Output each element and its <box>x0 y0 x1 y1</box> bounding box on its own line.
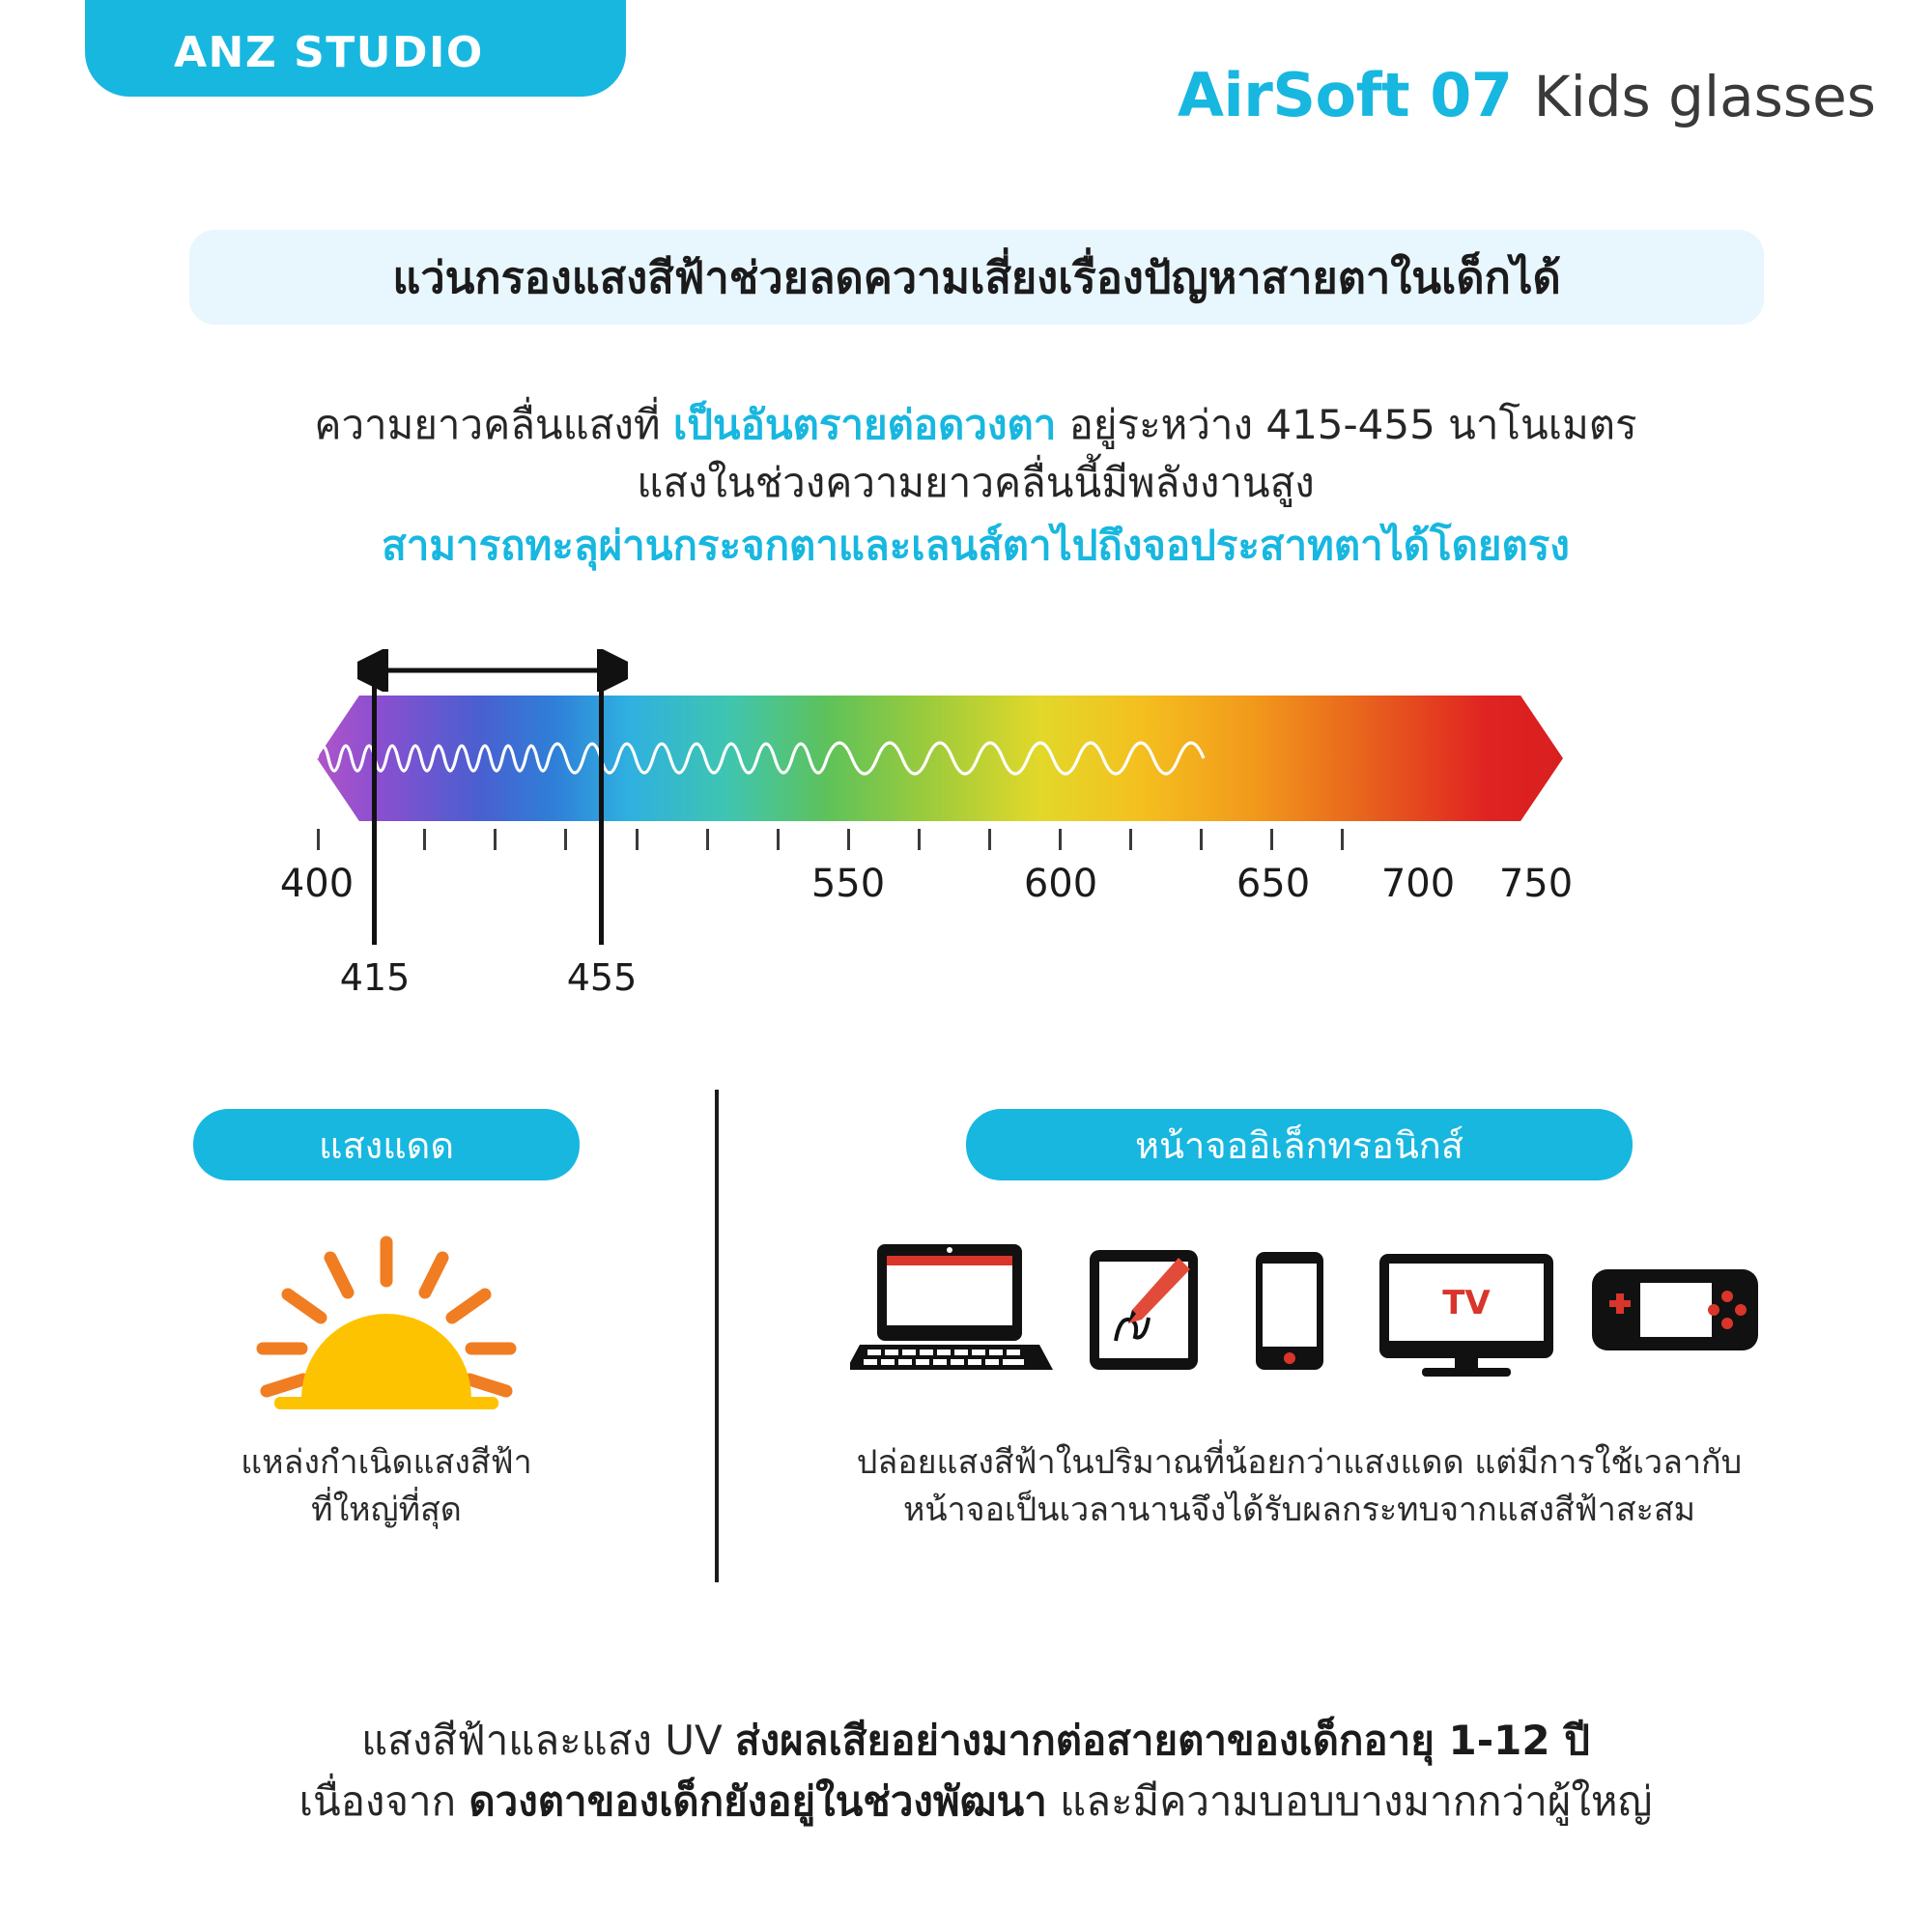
tv-icon <box>1379 1254 1553 1377</box>
headline-banner <box>189 230 1764 325</box>
sun-pill-label: แสงแดด <box>318 1123 455 1167</box>
footer-text <box>174 1710 1777 1832</box>
sun-caption <box>145 1439 628 1535</box>
spectrum-chart <box>279 638 1642 1043</box>
cut-line-455 <box>599 674 604 945</box>
product-subtitle: Kids glasses <box>1533 64 1876 129</box>
footer-line-1-a: แสงสีฟ้าและแสง UV <box>361 1717 736 1764</box>
product-model: AirSoft 07 <box>1178 60 1513 130</box>
cut-line-415 <box>372 674 377 945</box>
intro-line-1-before: ความยาวคลื่นแสงที่ <box>314 401 673 448</box>
smartphone-icon <box>1256 1252 1323 1370</box>
headline-text: แว่นกรองแสงสีฟ้าช่วยลดความเสี่ยงเรื่องปัญหาสายตาในเด็กได้ <box>392 252 1561 303</box>
footer-line-1-b: ส่งผลเสียอย่างมากต่อสายตาของเด็กอายุ 1-12 ปี <box>735 1717 1590 1764</box>
sun-caption-line-2: ที่ใหญ่ที่สุด <box>311 1491 462 1530</box>
brand-tag <box>85 0 626 97</box>
intro-line-1-after: อยู่ระหว่าง 415-455 นาโนเมตร <box>1056 401 1637 448</box>
sun-caption-line-1: แหล่งกำเนิดแสงสีฟ้า <box>241 1443 532 1482</box>
intro-danger-phrase: เป็นอันตรายต่อดวงตา <box>672 401 1057 448</box>
footer-line-2-a: เนื่องจาก <box>298 1777 469 1825</box>
spectrum-ticks <box>317 829 1563 858</box>
screens-pill-label: หน้าจออิเล็กทรอนิกส์ <box>1134 1123 1463 1167</box>
handheld-game-console-icon <box>1592 1269 1758 1350</box>
tablet-icon <box>1090 1250 1198 1370</box>
scale-label-700: 700 <box>1380 862 1456 906</box>
column-divider <box>715 1090 719 1582</box>
footer-line-2-b: ดวงตาของเด็กยังอยู่ในช่วงพัฒนา <box>469 1777 1047 1825</box>
scale-label-600: 600 <box>1023 862 1098 906</box>
scale-label-550: 550 <box>810 862 886 906</box>
intro-line-3: สามารถทะลุผ่านกระจกตาและเลนส์ตาไปถึงจอประสาทตาได้โดยตรง <box>382 522 1570 570</box>
screens-caption-line-1: ปล่อยแสงสีฟ้าในปริมาณที่น้อยกว่าแสงแดด แต่มีการใช้เวลากับ <box>856 1443 1743 1482</box>
range-arrow-icon <box>357 649 628 692</box>
footer-line-1 <box>174 1710 1777 1771</box>
screens-pill <box>966 1109 1633 1180</box>
screens-caption-line-2: หน้าจอเป็นเวลานานจึงได้รับผลกระทบจากแสงสีฟ้าสะสม <box>902 1491 1696 1530</box>
footer-line-2-c: และมีความบอบบางมากกว่าผู้ใหญ่ <box>1046 1777 1653 1825</box>
wave-overlay <box>317 696 1563 821</box>
footer-line-2 <box>174 1771 1777 1832</box>
screens-caption <box>831 1439 1768 1535</box>
cut-label-415: 415 <box>339 956 411 999</box>
product-title <box>1178 60 1876 130</box>
laptop-icon <box>850 1244 1053 1370</box>
scale-label-650: 650 <box>1236 862 1311 906</box>
device-icons-row <box>850 1236 1758 1381</box>
svg-text:TV: TV <box>1442 1284 1491 1322</box>
intro-line-1 <box>193 396 1758 454</box>
intro-paragraph <box>193 396 1758 575</box>
intro-line-2: แสงในช่วงความยาวคลื่นนี้มีพลังงานสูง <box>637 458 1315 506</box>
sun-icon <box>242 1235 531 1413</box>
cut-label-455: 455 <box>566 956 638 999</box>
scale-label-400: 400 <box>279 862 355 906</box>
brand-name: ANZ STUDIO <box>174 28 484 77</box>
sun-pill <box>193 1109 580 1180</box>
scale-label-750: 750 <box>1498 862 1574 906</box>
